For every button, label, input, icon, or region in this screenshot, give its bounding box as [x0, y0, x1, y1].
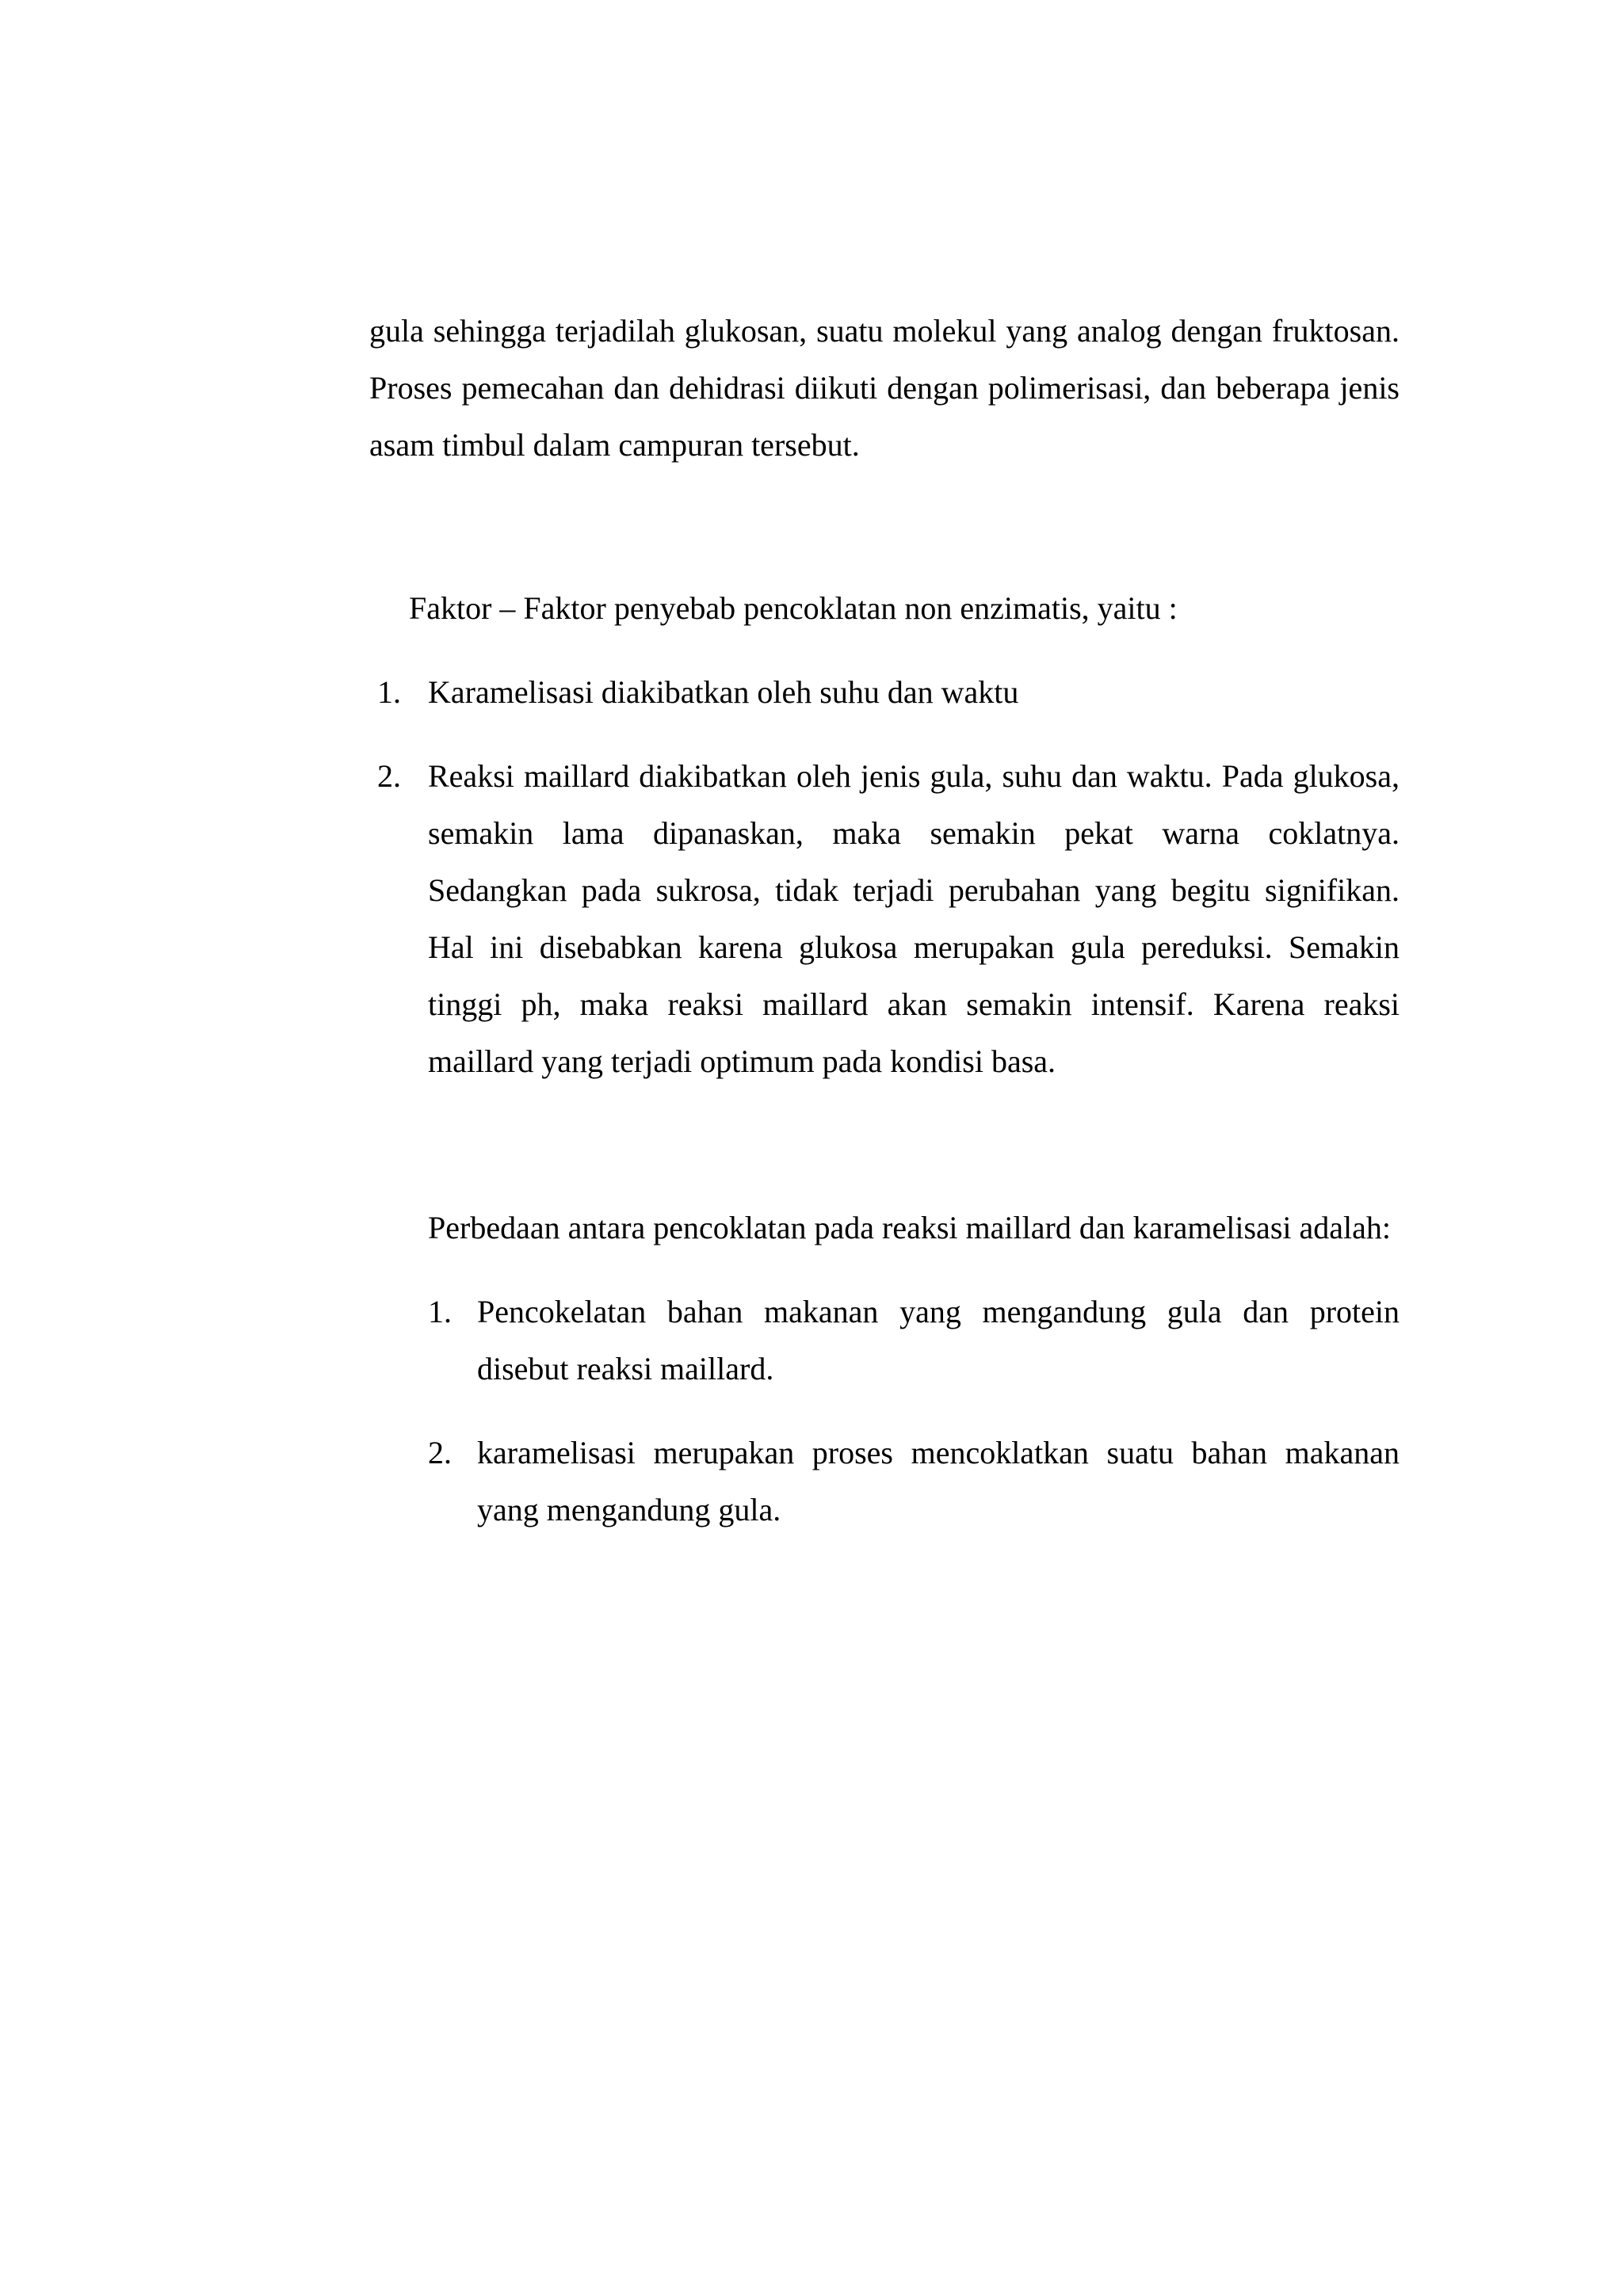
differences-intro: Perbedaan antara pencoklatan pada reaksi maillard dan karamelisasi adalah:: [428, 1210, 1391, 1245]
list-item-text: Reaksi maillard diakibatkan oleh jenis gula, suhu dan waktu. Pada glukosa, semakin lama dipanaskan, maka semakin pekat warna coklatnya. Sedangkan pada sukrosa, tidak terjadi perubahan yang begitu signifikan. Hal ini disebabkan karena glukosa merupakan gula pereduksi. Semakin tinggi ph, maka reaksi maillard akan semakin intensif. Karena reaksi maillard yang terjadi optimum pada kondisi basa.: [428, 758, 1400, 1079]
list-item-text: Karamelisasi diakibatkan oleh suhu dan waktu: [428, 674, 1019, 710]
list-item-text: Pencokelatan bahan makanan yang mengandung gula dan protein disebut reaksi maillard.: [477, 1294, 1400, 1386]
factors-list: [369, 664, 1400, 1090]
list-number: 2.: [377, 758, 401, 794]
list-number: 1.: [377, 674, 401, 710]
list-number: 1.: [428, 1294, 452, 1329]
list-number: 2.: [428, 1435, 452, 1470]
list-item: [428, 1283, 1400, 1398]
intro-paragraph: gula sehingga terjadilah glukosan, suatu molekul yang analog dengan fruktosan. Proses pemecahan dan dehidrasi diikuti dengan polimerisasi, dan beberapa jenis asam timbul dalam campuran tersebut.: [369, 313, 1400, 463]
list-item: [428, 1425, 1400, 1539]
factors-intro: Faktor – Faktor penyebab pencoklatan non enzimatis, yaitu :: [409, 590, 1178, 626]
list-item: [369, 748, 1400, 1090]
list-item: [369, 664, 1400, 721]
differences-list: [428, 1283, 1400, 1539]
section-spacer: [369, 1090, 1400, 1199]
differences-section: [369, 1199, 1400, 1539]
list-item-text: karamelisasi merupakan proses mencoklatkan suatu bahan makanan yang mengandung gula.: [477, 1435, 1400, 1527]
page-content: [369, 303, 1400, 1539]
section-spacer: [369, 474, 1400, 580]
